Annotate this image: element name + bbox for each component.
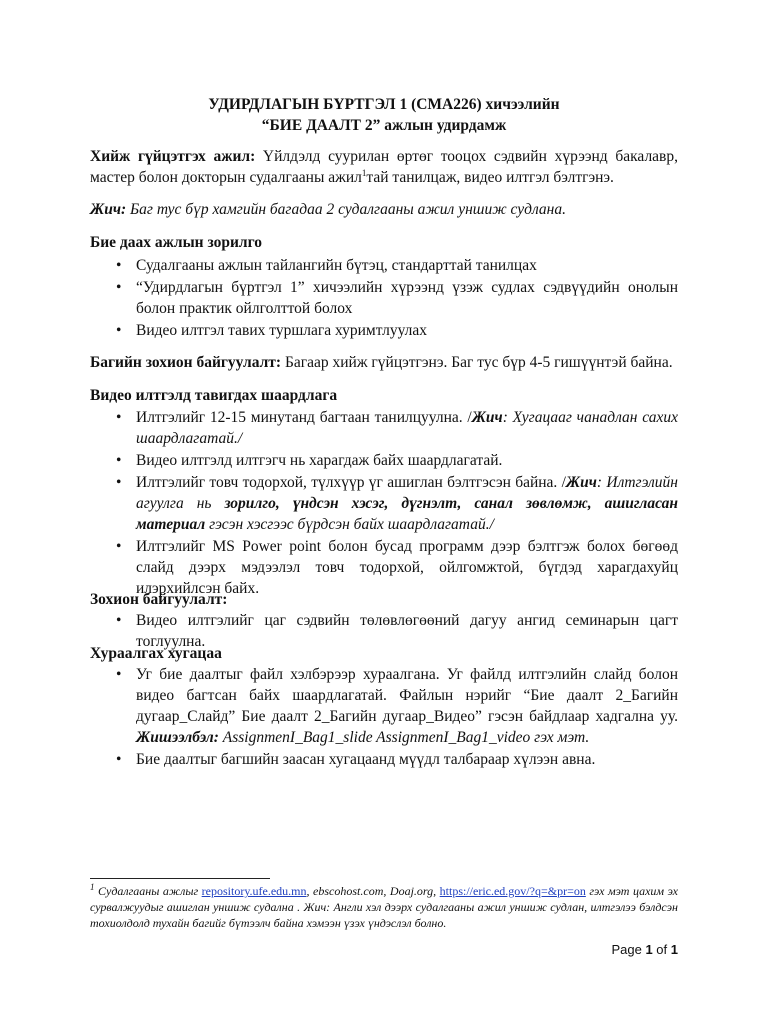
list-item <box>116 407 678 449</box>
goal-text: Судалгааны ажлын тайлангийн бүтэц, стандарттай танилцах <box>136 257 537 274</box>
page-of: of <box>652 942 671 957</box>
req3-note-label: Жич <box>565 474 597 491</box>
deadline2-text: Бие даалтыг багшийн заасан хугацаанд мүүдл талбараар хүлээн авна. <box>136 751 596 768</box>
bullet-icon: • <box>116 257 122 274</box>
footnote-text-2: , ebscohost.com, Doaj.org, <box>306 884 440 898</box>
title-line-2: “БИЕ ДААЛТ 2” ажлын удирдамж <box>261 117 507 134</box>
note-text: Баг тус бүр хамгийн багадаа 2 судалгааны ажил уншиж судлана. <box>126 201 566 218</box>
page-prefix: Page <box>611 942 646 957</box>
req3-note-text: : Илтгэлийн агуулга нь <box>136 474 678 512</box>
task-text-before: Үйлдэлд суурилан өртөг тооцох сэдвийн хүрээнд бакалавр, мастер болон докторын судалгааны ажил <box>90 148 678 186</box>
req1-note-label: Жич <box>471 409 503 426</box>
footnote <box>90 883 678 931</box>
bullet-icon: • <box>116 452 122 469</box>
footnote-separator <box>90 878 270 879</box>
requirements-list <box>116 407 678 600</box>
note-paragraph <box>90 199 678 220</box>
list-item <box>116 664 678 748</box>
req3-bold-text: зорилго, үндсэн хэсэг, дүгнэлт, санал зөвлөмж, ашигласан материал <box>136 495 678 533</box>
req1-note-text: : Хугацааг чанадлан сахих шаардлагатай./ <box>136 409 678 447</box>
bullet-icon: • <box>116 666 122 683</box>
deadline1-example-text: AssignmenI_Bag1_slide AssignmenI_Bag1_video гэх мэт. <box>218 729 590 746</box>
team-paragraph <box>90 352 678 373</box>
bullet-icon: • <box>116 612 122 629</box>
page-number <box>611 942 678 957</box>
req3-after-text: гэсэн хэсгээс бүрдсэн байх шаардлагатай./ <box>205 516 494 533</box>
goals-heading: Бие даах ажлын зорилго <box>90 234 263 251</box>
task-paragraph <box>90 146 678 188</box>
list-item <box>116 749 678 770</box>
task-text-after: тай танилцаж, видео илтгэл бэлтгэнэ. <box>366 169 614 186</box>
goals-list <box>116 255 678 342</box>
list-item <box>116 255 678 276</box>
organization-heading: Зохион байгуулалт: <box>90 591 228 608</box>
bullet-icon: • <box>116 751 122 768</box>
req4-text: Илтгэлийг MS Power point болон бусад программ дээр бэлтгэж болох бөгөөд слайд дээрх мэдээлэл товч тодорхой, ойлгомжтой, бүгдэд харагдахуйц илэрхийлсэн байх. <box>136 538 678 597</box>
bullet-icon: • <box>116 538 122 555</box>
footnote-link-eric[interactable]: https://eric.ed.gov/?q=&pr=on <box>439 884 586 898</box>
goal-text: “Удирдлагын бүртгэл 1” хичээлийн хүрээнд үзэж судлах сэдвүүдийн онолын болон практик ойлголттой болох <box>136 279 678 317</box>
req2-text: Видео илтгэлд илтгэгч нь харагдаж байх шаардлагатай. <box>136 452 503 469</box>
page-total: 1 <box>670 942 678 957</box>
bullet-icon: • <box>116 279 122 296</box>
list-item <box>116 320 678 341</box>
title-line-1: УДИРДЛАГЫН БҮРТГЭЛ 1 (CMA226) хичээлийн <box>208 96 560 113</box>
goal-text: Видео илтгэл тавих туршлага хуримтлуулах <box>136 322 428 339</box>
note-label: Жич: <box>90 201 127 218</box>
bullet-icon: • <box>116 322 122 339</box>
team-label: Багийн зохион байгуулалт: <box>90 354 282 371</box>
footnote-text-3: гэх мэт цахим эх сурвалжуудыг ашиглан уншиж судална . Жич: Англи хэл дээрх судалгааны ажил уншиж судлан, илтгэлээ бэлдсэн тохиолдолд тухайн багийг бүтээлч байна хэмээн үзэх үндэслэл болно. <box>90 884 678 930</box>
bullet-icon: • <box>116 474 122 491</box>
footnote-link-repository[interactable]: repository.ufe.edu.mn <box>201 884 307 898</box>
req1-text: Илтгэлийг 12-15 минутанд багтаан танилцуулна. / <box>136 409 472 426</box>
page-current: 1 <box>645 942 653 957</box>
list-item <box>116 277 678 319</box>
task-label: Хийж гүйцэтгэх ажил: <box>90 148 256 165</box>
team-text: Багаар хийж гүйцэтгэнэ. Баг тус бүр 4-5 гишүүнтэй байна. <box>281 354 673 371</box>
list-item <box>116 472 678 535</box>
requirements-heading: Видео илтгэлд тавигдах шаардлага <box>90 387 338 404</box>
footnote-text-1: Судалгааны ажлыг <box>94 884 202 898</box>
req3-text: Илтгэлийг товч тодорхой, түлхүүр үг ашиглан бэлтгэсэн байна. / <box>136 474 566 491</box>
list-item <box>116 450 678 471</box>
deadline1-text: Уг бие даалтыг файл хэлбэрээр хураалгана. Уг файлд илтгэлийн слайд болон видео багтсан байх шаардлагатай. Файлын нэрийг “Бие даалт 2_Багийн дугаар_Слайд” Бие даалт 2_Багийн дугаар_Видео” гэсэн байдлаар хадгална уу. <box>136 666 678 725</box>
document-title <box>90 94 678 136</box>
deadline-heading: Хураалгах хугацаа <box>90 645 222 662</box>
organization-text: Видео илтгэлийг цаг сэдвийн төлөвлөгөөний дагуу ангид семинарын цагт тоглуулна. <box>136 612 678 650</box>
deadline-list <box>116 664 678 771</box>
footnote-ref: 1 <box>361 167 367 178</box>
deadline1-example-label: Жишээлбэл: <box>136 729 219 746</box>
footnote-number: 1 <box>90 882 95 892</box>
bullet-icon: • <box>116 409 122 426</box>
